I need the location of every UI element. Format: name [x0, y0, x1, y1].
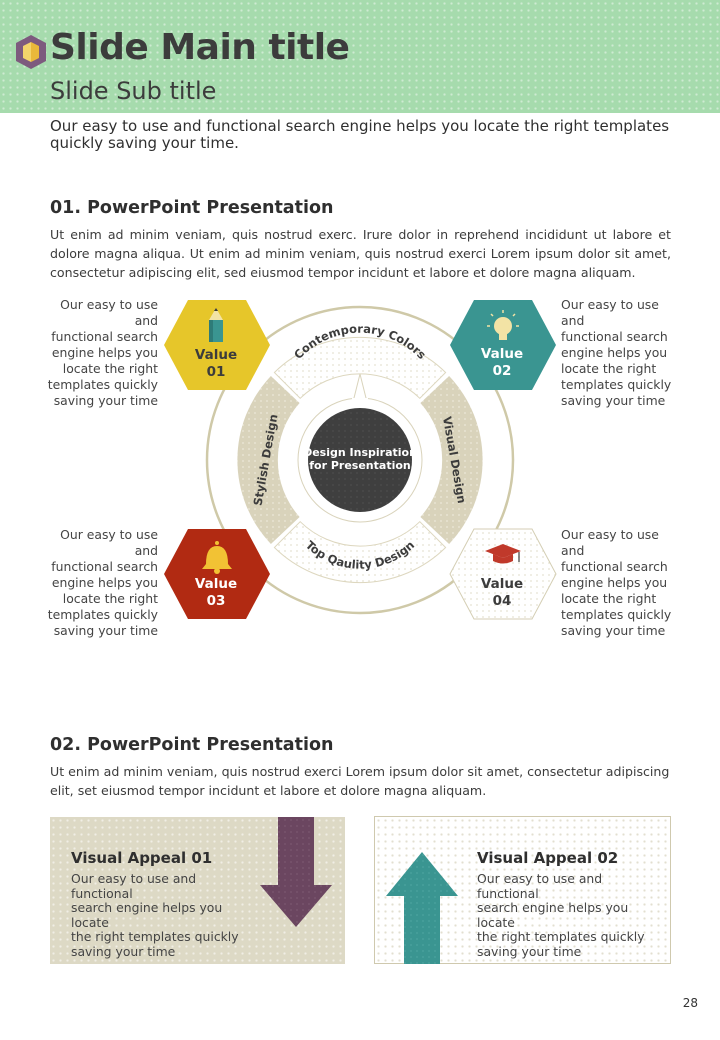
value4-description: Our easy to use and functional search engine helps you locate the right templates quickly saving your time — [561, 527, 672, 638]
value2-label: Value 02 — [480, 346, 524, 379]
segment-left-label: Stylish Design — [250, 413, 281, 507]
visual-appeal-02-text: Our easy to use and functional search engine helps you locate the right templates quickly saving your time — [477, 871, 645, 959]
visual-appeal-01-title: Visual Appeal 01 — [71, 849, 213, 867]
segment-right-label: Visual Design — [439, 415, 470, 505]
segment-top-label: Contemporary Colors — [291, 321, 429, 362]
arrow-up-icon — [384, 852, 460, 964]
visual-appeal-01-text: Our easy to use and functional search engine helps you locate the right templates quickly saving your time — [71, 871, 239, 959]
cube-logo-icon — [14, 34, 48, 70]
value4-label: Value 04 — [480, 576, 524, 609]
section1-title: 01. PowerPoint Presentation — [50, 198, 334, 218]
section2-body: Ut enim ad minim veniam, quis nostrud exerci Lorem ipsum dolor sit amet, consectetur adipiscing elit, set eiusmod tempor incidunt et labore et dolore magna aliquam. — [50, 764, 670, 798]
value3-label: Value 03 — [194, 576, 238, 609]
segment-bottom — [274, 522, 445, 583]
segment-bottom-label: Top Qaulity Design — [302, 537, 418, 572]
arrow-down-icon — [258, 817, 334, 929]
slide-main-title: Slide Main title — [50, 27, 350, 68]
center-label-line1: Design Inspiration — [303, 446, 417, 459]
center-label-line2: for Presentation — [309, 459, 411, 472]
slide-sub-title: Slide Sub title — [50, 77, 217, 105]
intro-text: Our easy to use and functional search engine helps you locate the right templates quickly saving your time. — [50, 117, 670, 152]
section2-title: 02. PowerPoint Presentation — [50, 735, 334, 755]
page-number: 28 — [682, 996, 698, 1010]
value2-description: Our easy to use and functional search engine helps you locate the right templates quickly saving your time — [561, 297, 672, 408]
value1-label: Value 01 — [194, 347, 238, 380]
value3-description: Our easy to use and functional search engine helps you locate the right templates quickly saving your time — [47, 527, 158, 638]
value1-description: Our easy to use and functional search engine helps you locate the right templates quickly saving your time — [47, 297, 158, 408]
visual-appeal-02-title: Visual Appeal 02 — [477, 849, 619, 867]
section1-body: Ut enim ad minim veniam, quis nostrud exerc. Irure dolor in reprehend incididunt ut labore et dolore magna aliqua. Ut enim ad minim veniam, quis nostrud exerci Lorem ipsum dolor sit amet, consectetur adipiscing elit, sed eiusmod tempor incidunt et labore et dolore magna aliquam. — [50, 227, 671, 280]
